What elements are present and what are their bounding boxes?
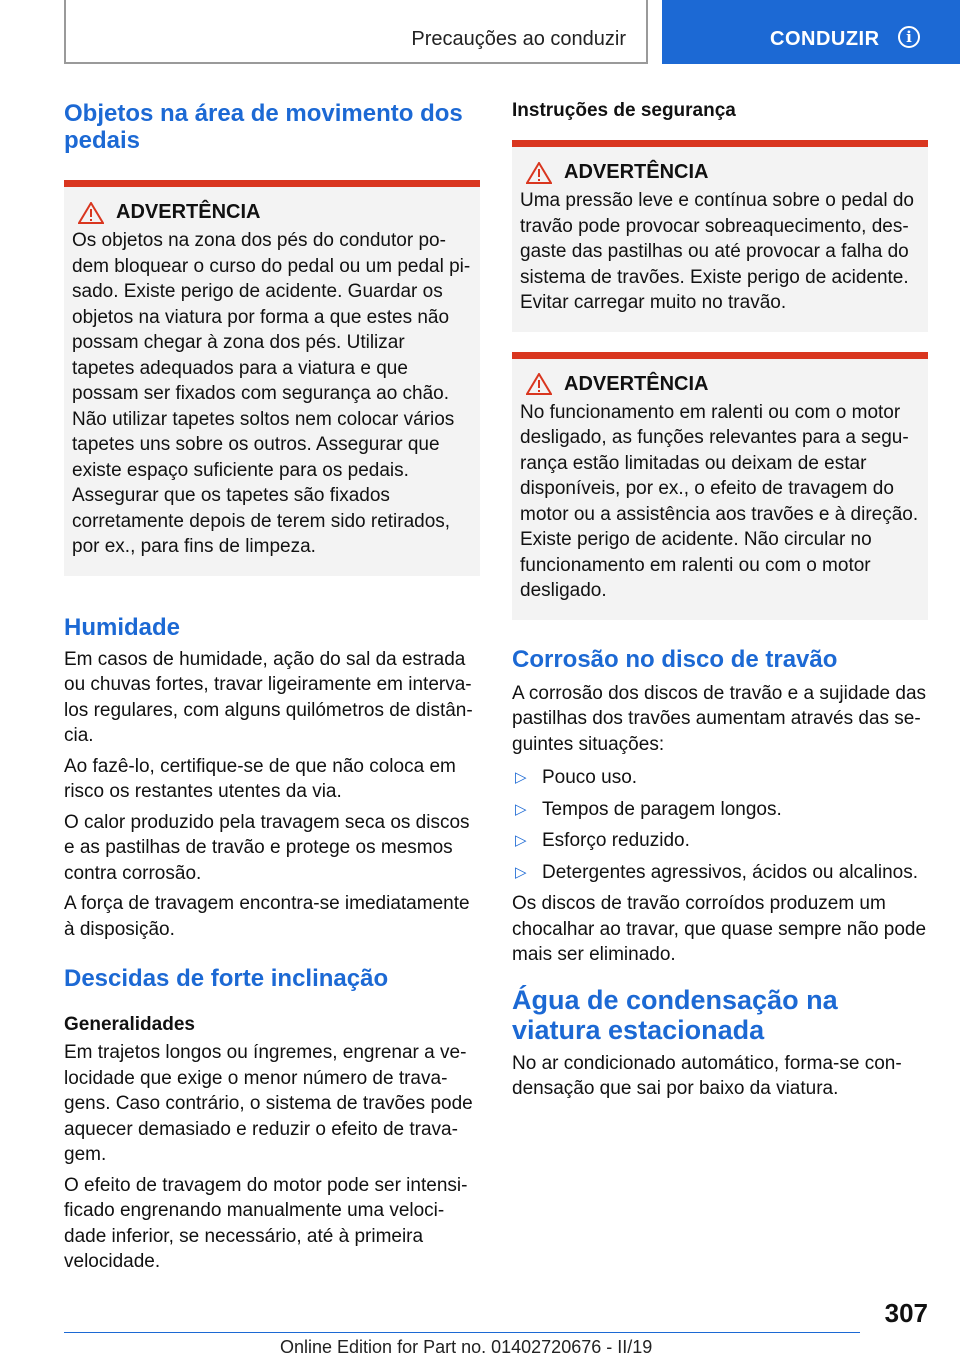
chapter-tab[interactable] [662,0,960,64]
footer-divider [64,1332,860,1333]
corrosion-list [512,765,928,885]
triangle-bullet-icon: ▷ [515,863,527,881]
warning-triangle-icon [78,202,104,224]
chapter-tab-label: CONDUZIR [770,28,880,50]
warning-text: Os objetos na zona dos pés do condutor podem bloquear o curso do pedal ou um pedal pisado. Existe perigo de acidente. Guardar os objetos na viatura por forma a que estes não possam chegar à zona dos pés. Utilizar tapetes adequados para a viatura e que possam ser fixados com segurança ao chão. Não utilizar tapetes soltos nem colocar vários tapetes uns sobre os outros. Assegurar que existe espaço suficiente para os pedais. Assegurar que os tapetes são fixados corretamente depois de terem sido retirados, por ex., para fins de limpeza. [72,230,471,557]
safety-instructions-heading: Instruções de segurança [512,100,736,121]
list-item: ▷ Tempos de paragem longos. [512,797,928,823]
triangle-bullet-icon: ▷ [515,832,527,849]
list-item: ▷ Esforço reduzido. [512,828,928,854]
heading-brake-disc-corrosion: Corrosão no disco de travão [512,645,838,673]
info-icon[interactable]: i [898,26,920,48]
warning-title: ADVERTÊNCIA [564,161,709,183]
humidity-paragraph-1: Em casos de humidade, ação do sal da estrada ou chuvas fortes, travar ligeiramente em intervalos regulares, com alguns quilómetros de distância. [64,648,473,746]
header-section-box [64,0,648,64]
warning-box-pedals [64,180,480,576]
right-column [512,100,928,1107]
heading-condensation: Água de condensação na viatura estacionada [512,984,838,1045]
descent-paragraph-2: O efeito de travagem do motor pode ser intensificado engrenando manualmente uma velocidade inferior, se necessário, até à primeira velocidade. [64,1174,468,1272]
warning-text: Uma pressão leve e contínua sobre o pedal do travão pode provocar sobreaquecimento, desgaste das pastilhas ou até provocar a falha do sistema de travões. Existe perigo de acidente. Evitar carregar muito no travão. [520,190,914,313]
warning-text: No funcionamento em ralenti ou com o motor desligado, as funções relevantes para a segurança estão limitadas ou deixam de estar disponíveis, por ex., o efeito de travagem do motor ou a assistência aos travões e à direção. Existe perigo de acidente. Não circular no funcionamento em ralenti ou com o motor desligado. [520,401,919,601]
section-title: Precauções ao conduzir [411,28,626,50]
warning-box-idle [512,352,928,620]
subheading-general: Generalidades [64,1014,195,1035]
corrosion-outro: Os discos de travão corroídos produzem um chocalhar ao travar, que quase sempre não pode mais ser eliminado. [512,893,927,965]
warning-box-brake-pressure [512,140,928,332]
page-number: 307 [884,1298,928,1328]
left-column [64,100,480,1280]
triangle-bullet-icon: ▷ [515,800,527,818]
warning-triangle-icon [526,162,552,184]
humidity-paragraph-2: Ao fazê-lo, certifique-se de que não coloca em risco os restantes utentes da via. [64,755,456,802]
list-item: ▷ Detergentes agressivos, ácidos ou alcalinos. [512,860,928,886]
humidity-paragraph-4: A força de travagem encontra-se imediatamente à disposição. [64,893,470,940]
triangle-bullet-icon: ▷ [515,769,527,786]
warning-triangle-icon [526,373,552,395]
heading-humidity: Humidade [64,613,181,641]
heading-steep-descents: Descidas de forte inclinação [64,965,389,992]
condensation-paragraph: No ar condicionado automático, forma-se condensação que sai por baixo da viatura. [512,1052,902,1099]
list-item: ▷ Pouco uso. [512,765,928,791]
humidity-paragraph-3: O calor produzido pela travagem seca os discos e as pastilhas de travão e protege os mesmos contra corrosão. [64,811,470,884]
descent-paragraph-1: Em trajetos longos ou íngremes, engrenar a velocidade que exige o menor número de travagens. Caso contrário, o sistema de travões pode aquecer demasiado e reduzir o efeito de travagem. [64,1042,473,1165]
edition-footer: Online Edition for Part no. 01402720676 - II/19 [280,1337,653,1357]
heading-pedal-objects: Objetos na área de movimento dos pedais [64,100,463,154]
corrosion-intro: A corrosão dos discos de travão e a sujidade das pastilhas dos travões aumentam através das seguintes situações: [512,682,927,755]
warning-title: ADVERTÊNCIA [116,201,261,223]
warning-title: ADVERTÊNCIA [564,372,709,395]
